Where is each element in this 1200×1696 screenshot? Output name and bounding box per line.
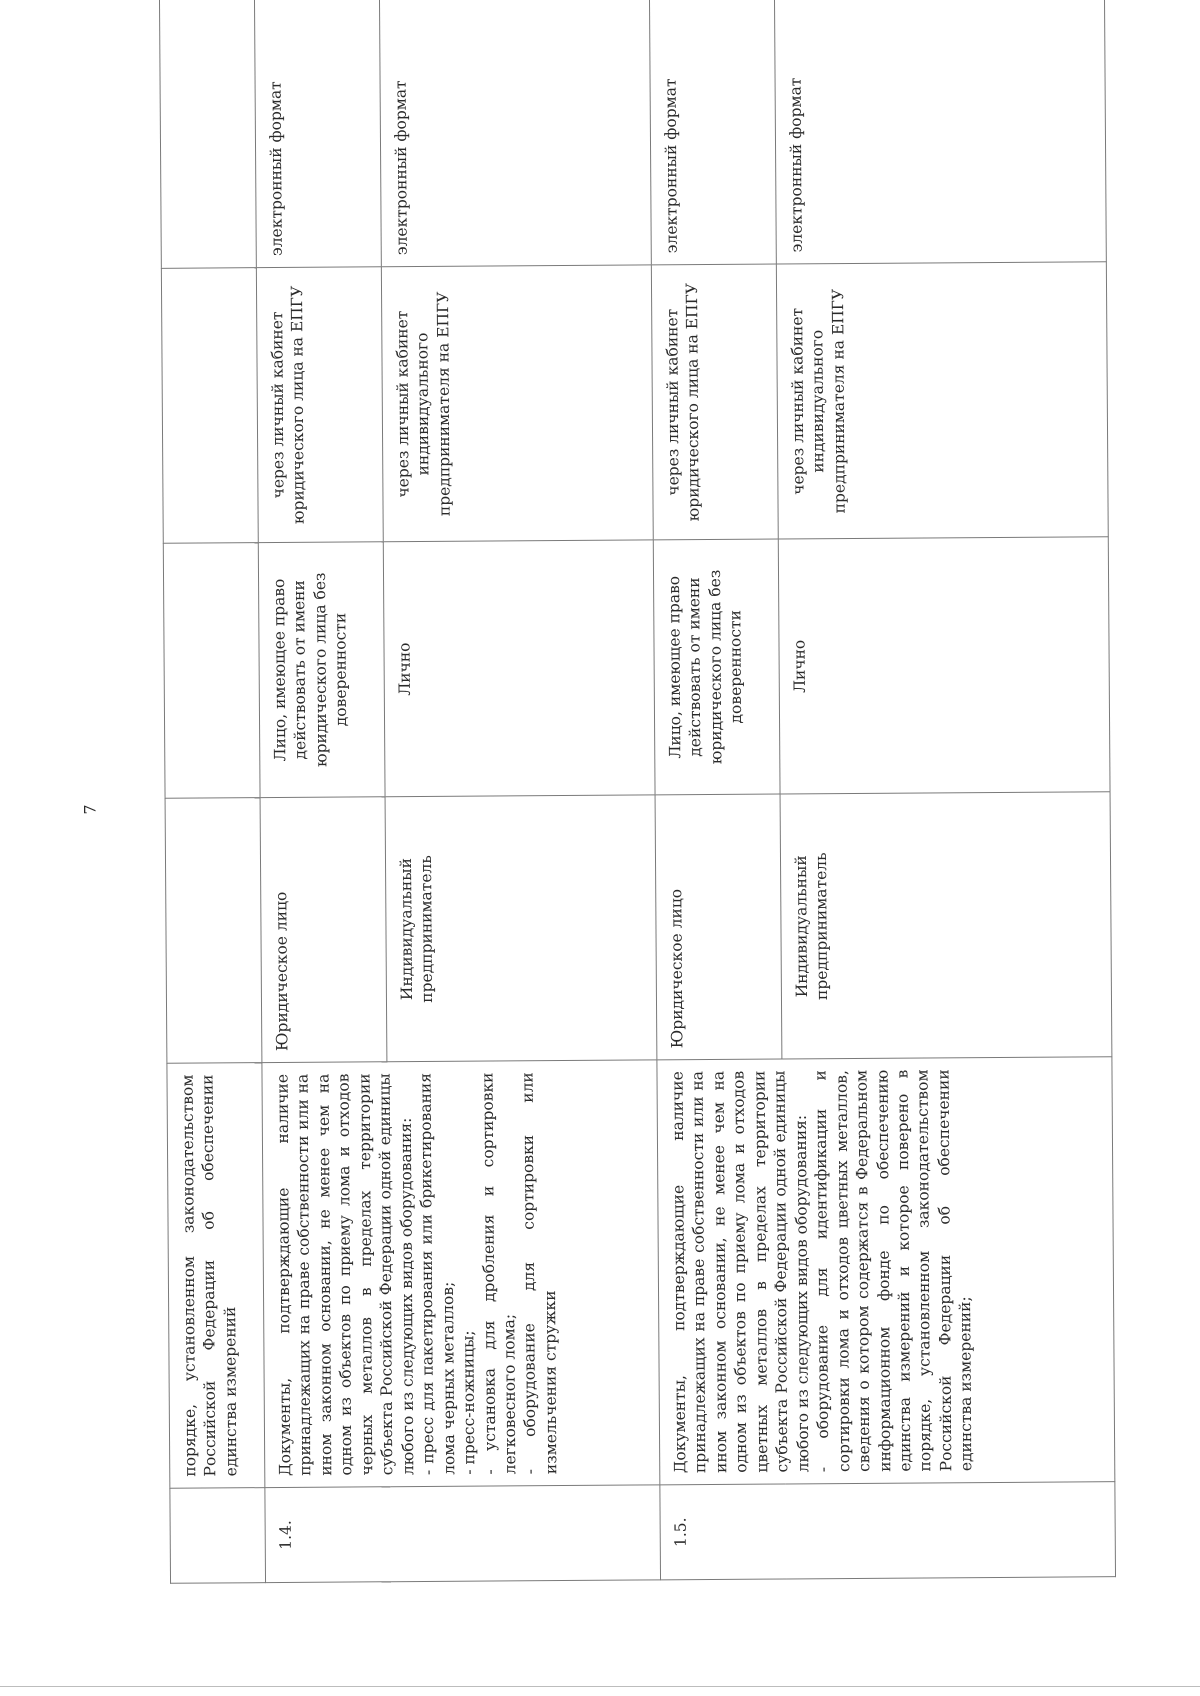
applicant-category-cell: Индивидуальный предприниматель [780,792,1112,1059]
row-number-cell: 1.4. [265,1485,661,1583]
format-cell: электронный формат [649,0,776,265]
format-cell: электронный формат [774,0,1106,264]
equipment-item: - установка для дробления и сортировки легковесного лома; [478,1072,520,1475]
description-text: Документы, подтверждающие наличие принадлежащих на праве собственности или на ином законном основании, не менее чем на одном из объектов по приему лома и отходов черных металлов в пределах территории субъекта Российской Федерации одной единицы любого из следующих видов оборудования: [273,1073,418,1477]
scan-edge-line [0,1686,1200,1687]
page-number: 7 [80,804,100,815]
rotated-table-sheet [159,0,1116,1584]
equipment-item: - оборудование для идентификации и сортировки лома и отходов цветных металлов, сведения о котором содержатся в Федеральном информационном фонде по обеспечению единства измерений и которое поверено в порядке, установленном законодательством Российской Федерации об обеспечении единства измерений; [811,1069,976,1473]
submission-channel-cell: через личный кабинет юридического лица на ЕПГУ [651,264,778,540]
description-cell: порядке, установленном законодательством Российской Федерации об обеспечении единства измерений [167,1063,265,1489]
description-cell [262,1060,660,1488]
equipment-item: - пресс для пакетирования или брикетирования лома черных металлов; [416,1072,458,1476]
applicant-category-cell: Юридическое лицо [260,797,387,1063]
description-cell [657,1057,1115,1485]
format-cell: электронный формат [254,0,381,268]
row-number-cell [170,1488,266,1584]
description-text: Документы, подтверждающие наличие принадлежащих на праве собственности или на ином законном основании, не менее чем на одном из объектов по приему лома и отходов цветных металлов в пределах территории субъекта Российской Федерации одной единицы любого из следующих видов оборудования: [668,1070,813,1474]
empty-cell [161,268,258,544]
submission-channel-cell: через личный кабинет юридического лица на ЕПГУ [256,267,383,543]
table-row-continuation [159,0,265,1583]
empty-cell [165,798,262,1064]
table-row-1-5-legal [649,0,785,1580]
equipment-item: - оборудование для сортировки или измельчения стружки [518,1072,561,1475]
submission-channel-cell: через личный кабинет индивидуального предпринимателя на ЕПГУ [381,265,653,542]
applicant-who-cell: Лично [383,540,655,797]
format-cell: электронный формат [379,0,651,267]
applicant-category-cell: Юридическое лицо [655,794,782,1060]
empty-cell [159,0,256,268]
empty-cell [163,543,260,799]
row-number-cell: 1.5. [660,1482,1116,1580]
submission-channel-cell: через личный кабинет индивидуального предпринимателя на ЕПГУ [776,262,1108,539]
applicant-category-cell: Индивидуальный предприниматель [385,795,657,1062]
documents-table [159,0,1116,1584]
applicant-who-cell: Лицо, имеющее право действовать от имени юридического лица без доверенности [653,539,780,795]
equipment-item: - пресс-ножницы; [459,1330,479,1475]
applicant-who-cell: Лицо, имеющее право действовать от имени юридического лица без доверенности [258,542,385,798]
applicant-who-cell: Лично [778,537,1110,794]
table-row-1-4-legal [254,0,390,1583]
